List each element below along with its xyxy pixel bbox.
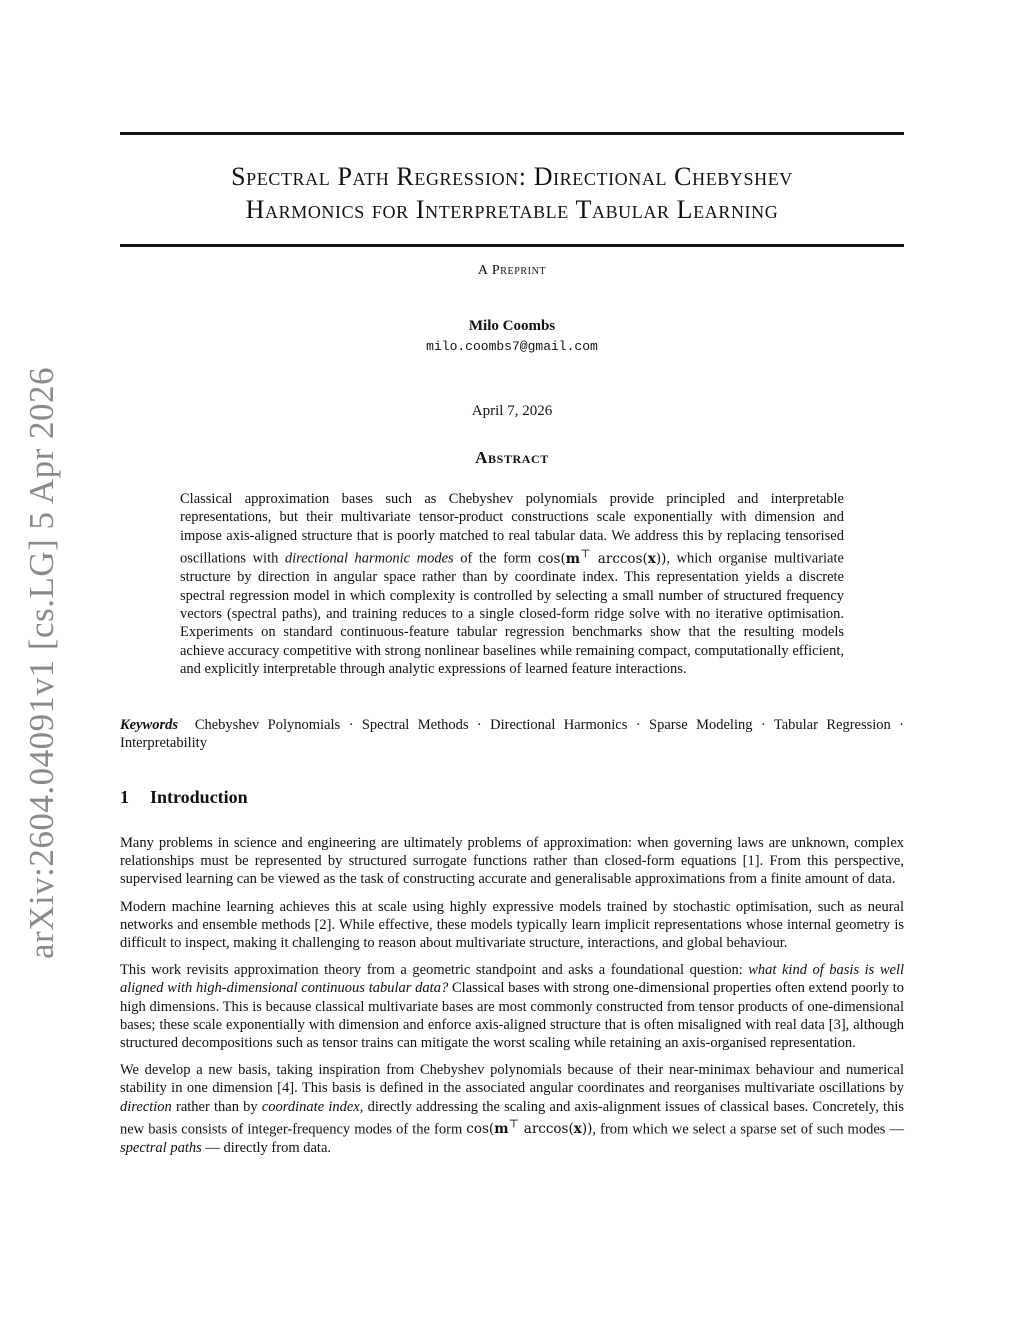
title-bottom-rule	[120, 244, 904, 247]
preprint-label: A Preprint	[477, 263, 547, 278]
paragraph-2: Modern machine learning achieves this at scale using highly expressive models trained by stochastic optimisation, such as neural networks and ensemble methods [2]. While effective, these models typically learn implicit representations whose internal geometry is difficult to inspect, making it challenging to reason about multivariate structure, interactions, and global behaviour.	[120, 898, 904, 952]
paragraph-4-part-a: We develop a new basis, taking inspiration from Chebyshev polynomials because of their near-minimax behaviour and numerical stability in one dimension [4]. This basis is defined in the associated angular coordinates and reorganises multivariate oscillations by	[120, 1062, 904, 1097]
formula-arccos: arccos(	[590, 550, 648, 567]
paragraph-3-emphasis: what kind of basis is well aligned with high-dimensional continuous tabular data?	[120, 962, 904, 997]
abstract-part-2: of the form	[453, 550, 538, 567]
paragraph-4	[120, 1061, 904, 1157]
paragraph-4-emphasis-coordinate: coordinate index	[261, 1098, 360, 1115]
title-top-rule	[120, 132, 904, 135]
paragraph-3	[120, 961, 904, 1052]
paragraph-4-part-e: — directly from data.	[201, 1139, 332, 1156]
formula-x: x	[647, 550, 656, 567]
author-name: Milo Coombs	[468, 318, 556, 334]
section-number: 1	[120, 787, 129, 807]
paragraph-3-part-a: This work revisits approximation theory from a geometric standpoint and asks a foundational question:	[120, 962, 749, 979]
formula-transpose: ⊤	[508, 1117, 520, 1131]
introduction-body	[120, 834, 904, 1166]
paper-title	[120, 160, 904, 226]
arxiv-identifier: arXiv:2604.04091v1 [cs.LG] 5 Apr 2026	[22, 366, 62, 960]
paragraph-4-part-b: rather than by	[171, 1098, 262, 1115]
paragraph-4-formula	[466, 1117, 593, 1138]
paragraph-4-part-d: , from which we select a sparse set of such modes —	[592, 1121, 904, 1138]
abstract-formula	[537, 547, 667, 567]
formula-x: x	[573, 1121, 582, 1138]
formula-close: ))	[581, 1121, 593, 1138]
keywords-line	[120, 716, 904, 753]
formula-m: m	[565, 550, 581, 567]
section-title: Introduction	[150, 787, 248, 807]
paragraph-4-emphasis-spectral-paths: spectral paths	[120, 1139, 202, 1156]
formula-transpose: ⊤	[580, 547, 591, 561]
abstract-heading: Abstract	[475, 448, 549, 467]
formula-m: m	[494, 1121, 509, 1138]
author-email: milo.coombs7@gmail.com	[426, 339, 598, 354]
paragraph-3-part-b: Classical bases with strong one-dimensional properties often extend poorly to high dimensions. This is because classical multivariate bases are most commonly constructed from tensor products of one-dimensional bases; these scale exponentially with dimension and enforce axis-aligned structure that is often misaligned with real data [3], although structured decompositions such as tensor trains can mitigate the worst scaling while retaining an axis-organised representation.	[120, 980, 904, 1052]
abstract-part-3: , which organise multivariate structure by direction in angular space rather than by coordinate index. This representation yields a discrete spectral regression model in which complexity is controlled by selecting a small number of structured frequency vectors (spectral paths), and training reduces to a single closed-form ridge solve with no iterative optimisation. Experiments on standard continuous-feature tabular regression benchmarks show that the resulting models achieve accuracy competitive with strong nonlinear baselines while remaining compact, computationally efficient, and explicitly interpretable through analytic expressions of learned feature interactions.	[180, 550, 844, 678]
abstract-part-1: Classical approximation bases such as Chebyshev polynomials provide principled and interpretable representations, but their multivariate tensor-product constructions scale exponentially with dimension and impose axis-aligned structure that is poorly matched to real tabular data. We address this by replacing tensorised oscillations with	[180, 491, 844, 567]
abstract-emphasis: directional harmonic modes	[284, 550, 454, 567]
formula-cos: cos(	[537, 550, 566, 567]
paragraph-4-part-c: , directly addressing the scaling and axis-alignment issues of classical bases. Concretely, this new basis consists of integer-frequency modes of the form	[120, 1098, 905, 1138]
abstract-text	[180, 490, 844, 679]
paragraph-1: Many problems in science and engineering are ultimately problems of approximation: when governing laws are unknown, complex relationships must be represented by structured surrogate functions rather than closed-form equations [1]. From this perspective, supervised learning can be viewed as the task of constructing accurate and generalisable approximations from a finite amount of data.	[120, 835, 904, 888]
publication-date: April 7, 2026	[471, 403, 553, 419]
arxiv-sidebar-stamp	[22, 366, 62, 960]
formula-cos: cos(	[466, 1121, 495, 1138]
title-line-1: Spectral Path Regression: Directional Chebyshev	[231, 162, 793, 191]
formula-close: ))	[655, 550, 667, 567]
title-line-2: Harmonics for Interpretable Tabular Learning	[245, 195, 779, 224]
paragraph-4-emphasis-direction: direction	[120, 1098, 172, 1115]
formula-arccos: arccos(	[519, 1121, 574, 1138]
keywords-label: Keywords	[120, 717, 178, 733]
keywords-list: Chebyshev Polynomials · Spectral Methods · Directional Harmonics · Sparse Modeling · Tabular Regression · Interpretability	[120, 717, 905, 752]
section-heading-introduction	[120, 787, 904, 808]
